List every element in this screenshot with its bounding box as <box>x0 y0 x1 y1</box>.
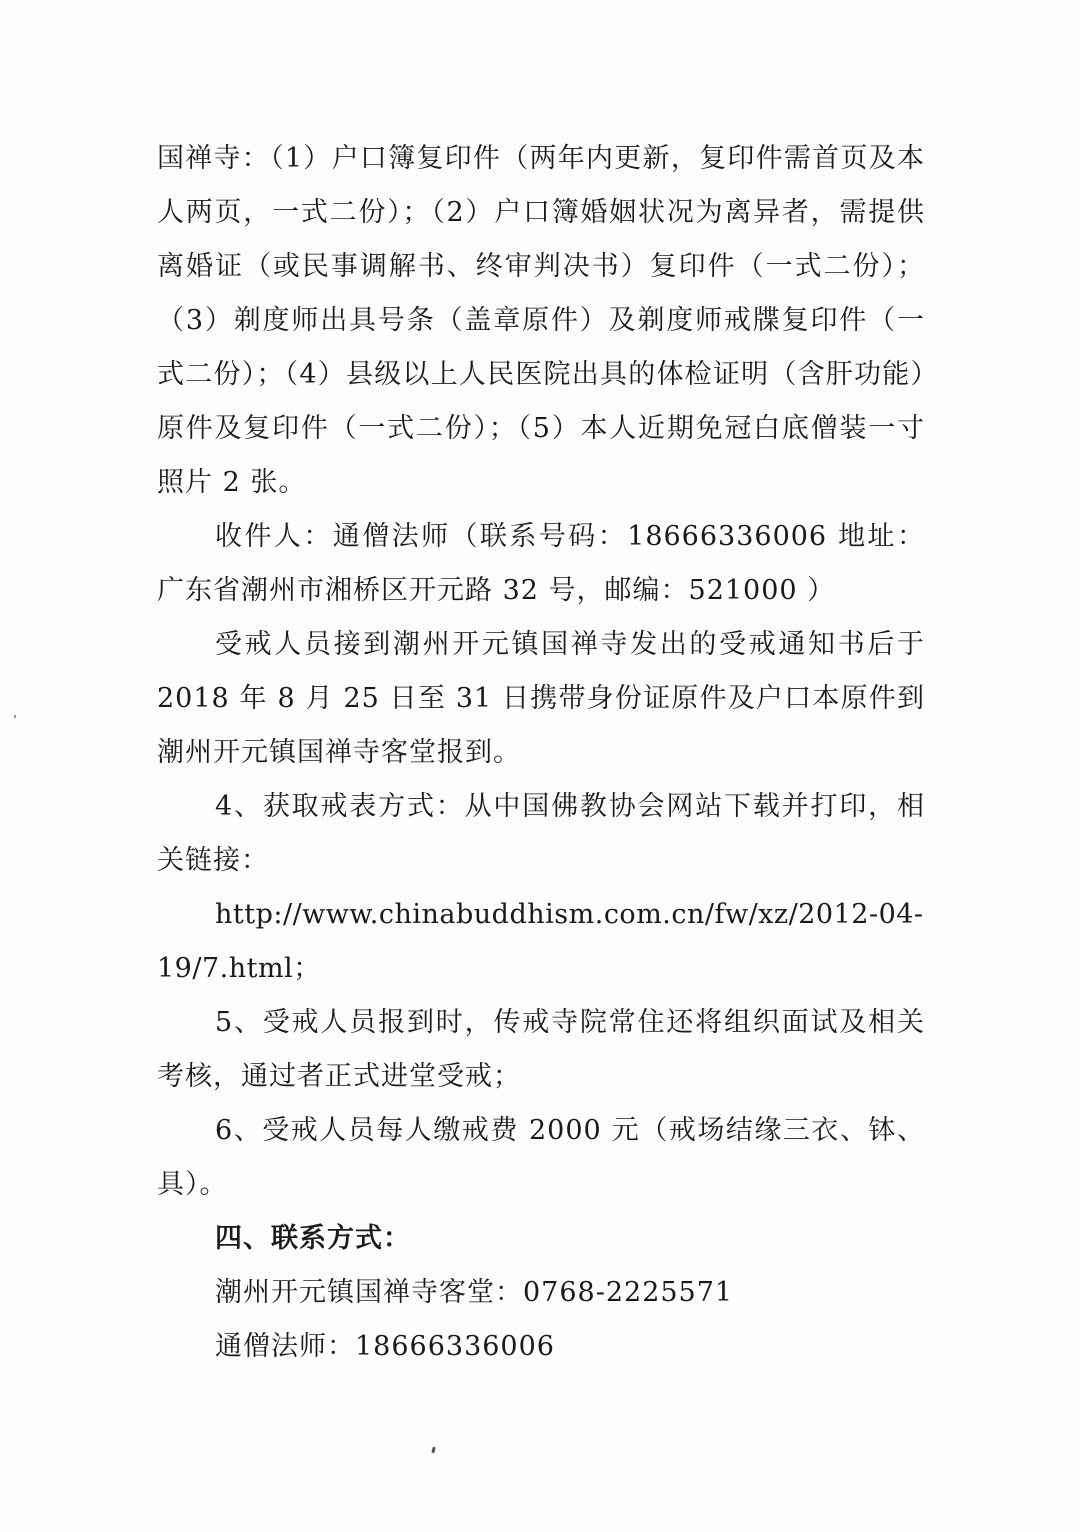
paragraph-recipient: 收件人：通僧法师（联系号码：18666336006 地址：广东省潮州市湘桥区开元路 32 号，邮编：521000 ） <box>157 521 925 606</box>
section-heading-contact: 四、联系方式： <box>215 1223 411 1254</box>
document-body <box>157 132 935 1374</box>
download-link[interactable]: http://www.chinabuddhism.com.cn/fw/xz/2012-04-19/7.html； <box>157 899 924 984</box>
contact-guest-hall: 潮州开元镇国禅寺客堂：0768-2225571 <box>215 1277 734 1308</box>
paragraph-interview: 5、受戒人员报到时，传戒寺院常住还将组织面试及相关考核，通过者正式进堂受戒； <box>157 1007 925 1092</box>
paragraph-registration: 受戒人员接到潮州开元镇国禅寺发出的受戒通知书后于 2018 年 8 月 25 日至 31 日携带身份证原件及户口本原件到潮州开元镇国禅寺客堂报到。 <box>157 629 935 768</box>
paragraph-required-materials: 国禅寺：（1）户口簿复印件（两年内更新，复印件需首页及本人两页，一式二份）；（2）户口簿婚姻状况为离异者，需提供离婚证（或民事调解书、终审判决书）复印件（一式二份）；（3）剃度师出具号条（盖章原件）及剃度师戒牒复印件（一式二份）；（4）县级以上人民医院出具的体检证明（含肝功能）原件及复印件（一式二份）；（5）本人近期免冠白底僧装一寸照片 2 张。 <box>157 143 925 498</box>
paragraph-fee: 6、受戒人员每人缴戒费 2000 元（戒场结缘三衣、钵、具）。 <box>157 1115 925 1200</box>
contact-master-tongseng: 通僧法师：18666336006 <box>215 1331 555 1362</box>
scan-edge-mark <box>14 715 16 718</box>
paragraph-form-download: 4、获取戒表方式：从中国佛教协会网站下载并打印，相关链接： <box>157 791 925 876</box>
scan-speck <box>431 1447 435 1454</box>
